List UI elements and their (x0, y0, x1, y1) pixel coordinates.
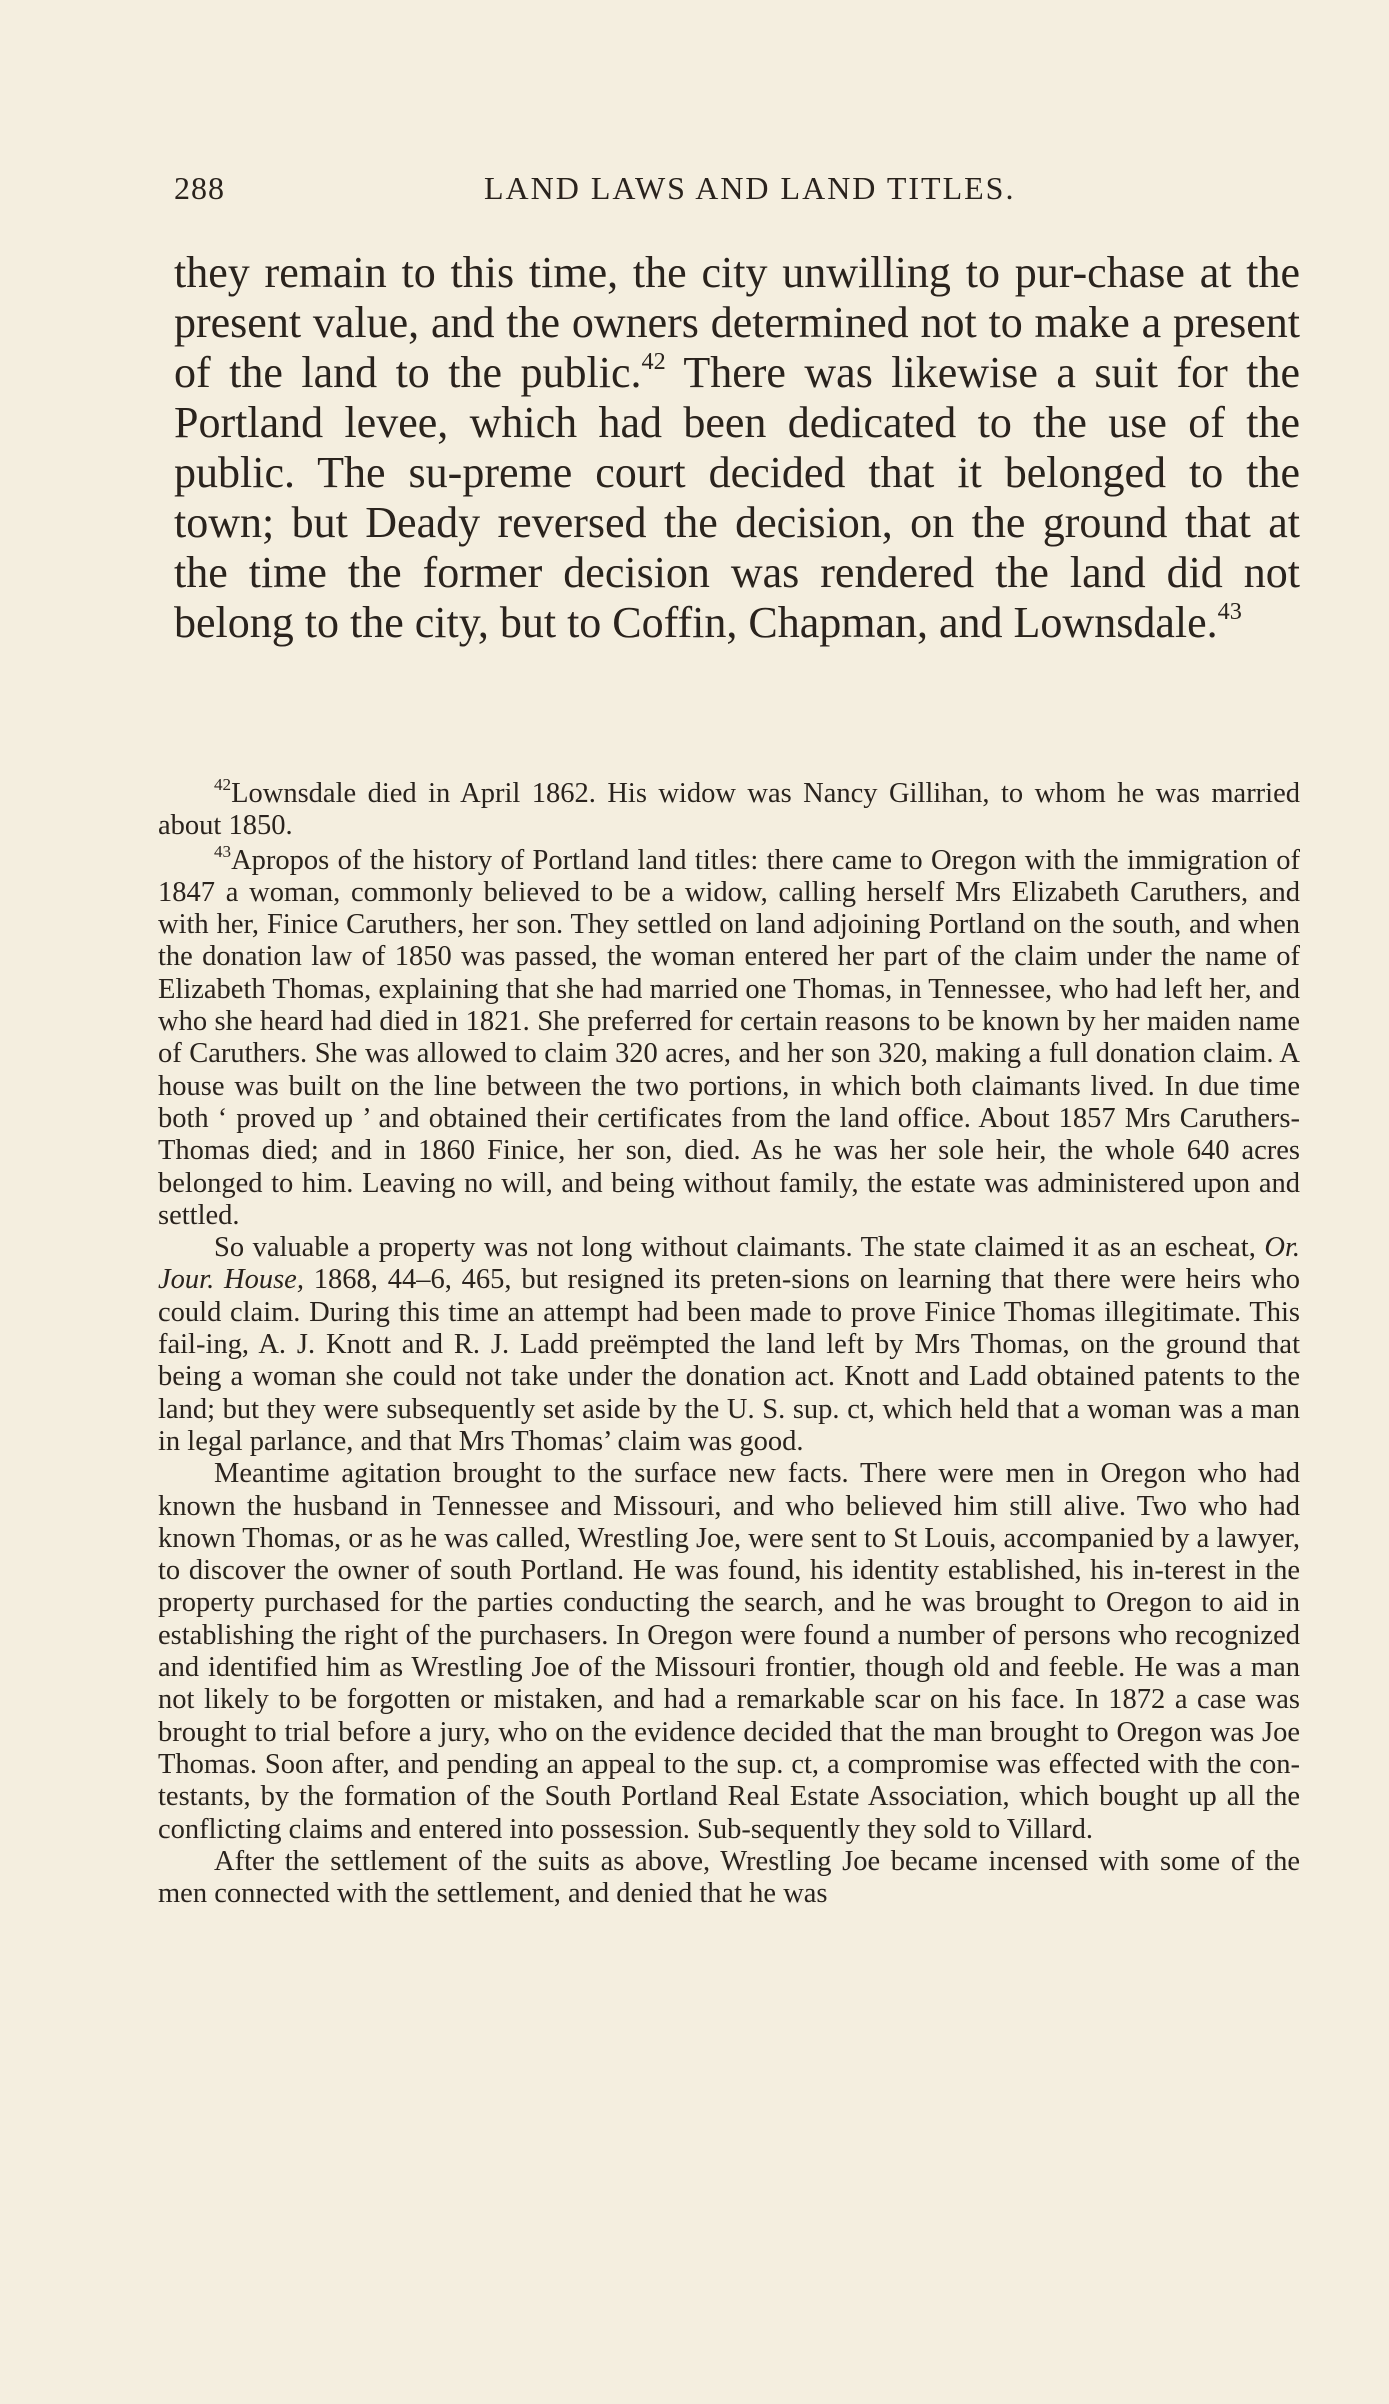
footnote-43-text: Apropos of the history of Portland land titles: there came to Oregon with the immigration of 1847 a woman, commonly believed to be a widow, calling herself Mrs Elizabeth Caruthers, and with her, Finice Caruthers, her son. They settled on land adjoining Portland on the south, and when the donation law of 1850 was passed, the woman entered her part of the claim under the name of Elizabeth Thomas, explaining that she had married one Thomas, in Tennessee, who had left her, and who she heard had died in 1821. She preferred for certain reasons to be known by her maiden name of Caruthers. She was allowed to claim 320 acres, and her son 320, making a full donation claim. A house was built on the line between the two portions, in which both claimants lived. In due time both ‘ proved up ’ and obtained their certificates from the land office. About 1857 Mrs Caruthers-Thomas died; and in 1860 Finice, her son, died. As he was her sole heir, the whole 640 acres belonged to him. Leaving no will, and being without family, the estate was administered upon and settled. (158, 844, 1300, 1231)
page-header (174, 170, 1304, 214)
footnote-42-text: Lownsdale died in April 1862. His widow was Nancy Gillihan, to whom he was married about 1850. (158, 778, 1300, 842)
footnotes-block (158, 775, 1300, 1910)
footnote-ref-42: 42 (641, 347, 666, 375)
footnote-43-paragraph-4: After the settlement of the suits as above, Wrestling Joe became incensed with some of the men connected with the settlement, and denied that he was (158, 1845, 1300, 1910)
para2-citation: Or. Jour. House, (158, 1232, 1300, 1296)
main-text-block (174, 248, 1300, 648)
footnote-ref-43: 43 (1217, 597, 1242, 625)
para2-before: So valuable a property was not long without claimants. The state claimed it as an escheat, (214, 1232, 1265, 1264)
footnote-43 (158, 841, 1300, 1233)
footnote-42 (158, 775, 1300, 843)
footnote-43-paragraph-2 (158, 1232, 1300, 1458)
footnote-mark-43: 43 (214, 841, 232, 861)
page-number: 288 (174, 170, 225, 206)
running-title: LAND LAWS AND LAND TITLES. (484, 170, 1016, 206)
footnote-mark-42: 42 (214, 775, 232, 795)
main-text-part-1: they remain to this time, the city unwilling to pur-chase at the present value, and the owners determined not to make a present of the land to the public. (174, 248, 1300, 397)
footnote-43-paragraph-3: Meantime agitation brought to the surface new facts. There were men in Oregon who had known the husband in Tennessee and Missouri, and who believed him still alive. Two who had known Thomas, or as he was called, Wrestling Joe, were sent to St Louis, accompanied by a lawyer, to discover the owner of south Portland. He was found, his identity established, his in-terest in the property purchased for the parties conducting the search, and he was brought to Oregon to aid in establishing the right of the purchasers. In Oregon were found a number of persons who recognized and identified him as Wrestling Joe of the Missouri frontier, though old and feeble. He was a man not likely to be forgotten or mistaken, and had a remarkable scar on his face. In 1872 a case was brought to trial before a jury, who on the evidence decided that the man brought to Oregon was Joe Thomas. Soon after, and pending an appeal to the sup. ct, a compromise was effected with the con-testants, by the formation of the South Portland Real Estate Association, which bought up all the conflicting claims and entered into possession. Sub-sequently they sold to Villard. (158, 1458, 1300, 1845)
para2-after: 1868, 44–6, 465, but resigned its preten-sions on learning that there were heirs who could claim. During this time an attempt had been made to prove Finice Thomas illegitimate. This fail-ing, A. J. Knott and R. J. Ladd preëmpted the land left by Mrs Thomas, on the ground that being a woman she could not take under the donation act. Knott and Ladd obtained patents to the land; but they were subsequently set aside by the U. S. sup. ct, which held that a woman was a man in legal parlance, and that Mrs Thomas’ claim was good. (158, 1264, 1300, 1457)
main-paragraph (174, 248, 1300, 648)
main-text-part-2: There was likewise a suit for the Portland levee, which had been dedicated to the use of the public. The su-preme court decided that it belonged to the town; but Deady reversed the decision, on the ground that at the time the former decision was rendered the land did not belong to the city, but to Coffin, Chapman, and Lownsdale. (174, 348, 1300, 647)
